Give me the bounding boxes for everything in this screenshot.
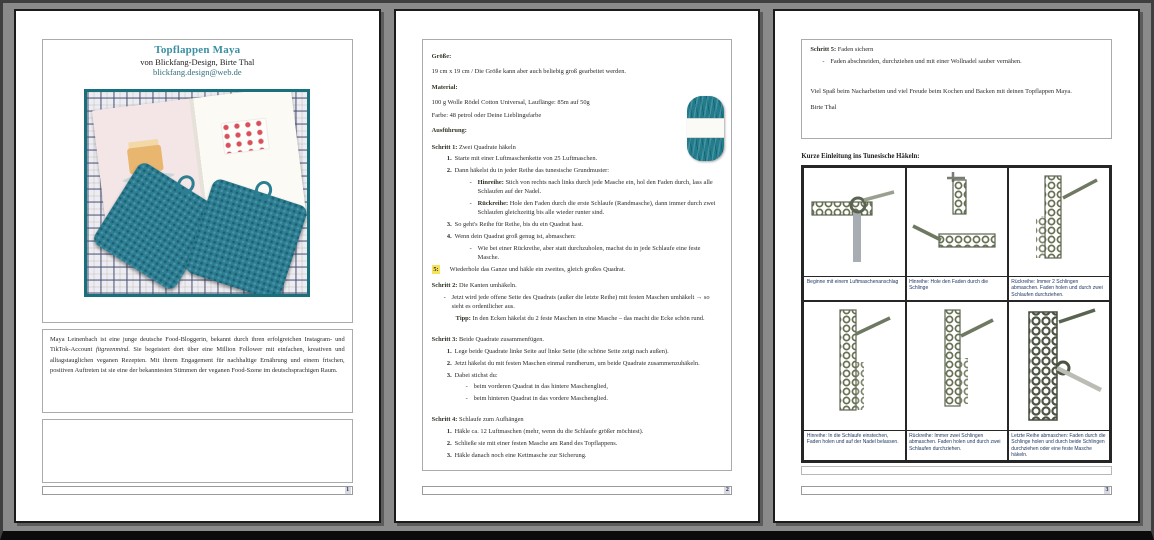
sub-text <box>478 199 723 218</box>
caption-6: Letzte Reihe abmaschen: Faden durch die Schlinge holen und durch beide Schlingen durchziehen oder eine feste Masche häkeln. <box>1009 430 1109 460</box>
step1-item-3 <box>444 220 723 229</box>
tip-text: In den Ecken häkelst du 2 feste Maschen in eine Masche – das macht die Ecke schön rund. <box>472 314 705 322</box>
step4-heading <box>432 415 723 424</box>
item-text: Starte mit einer Luftmaschenkette von 25 Luftmaschen. <box>454 155 598 163</box>
footer-bar-2 <box>422 486 733 495</box>
dash-marker: - <box>465 395 468 403</box>
step3-heading <box>432 335 723 344</box>
sub-body: beim hinteren Quadrat in das vordere Maschenglied. <box>473 395 609 403</box>
closing-text: Viel Spaß beim Nacharbeiten und viel Freude beim Kochen und Backen mit deinen Topflappen Maya. <box>810 88 1072 96</box>
page-number-3: 3 <box>1105 487 1109 493</box>
step3-title: Beide Quadrate zusammenfügen. <box>459 336 545 344</box>
strawberry-cake-image <box>221 117 271 154</box>
tutorial-cell-6 <box>1008 301 1110 461</box>
instructions-box <box>422 39 733 471</box>
sub-body: Wie bei einer Rückreihe, aber statt durchzuholen, machst du in jede Schlaufe eine feste Masche. <box>477 244 701 261</box>
step3-label: Schritt 3: <box>431 336 458 344</box>
step1-item-2 <box>444 166 723 175</box>
page-number-2: 2 <box>725 487 729 493</box>
sub-label: Hinreihe: <box>477 179 504 187</box>
step2-heading <box>432 281 723 290</box>
tutorial-grid <box>801 165 1112 463</box>
dash-marker: - <box>822 58 825 66</box>
step1-item-4 <box>444 232 723 241</box>
return-row-image <box>1011 172 1107 272</box>
page-3 <box>773 9 1140 523</box>
finishing-box <box>801 39 1112 139</box>
tutorial-cell-4 <box>803 301 905 461</box>
dash-marker: - <box>469 244 472 252</box>
step1-sub-1 <box>470 178 723 197</box>
title-block <box>42 39 353 323</box>
step4-item-1 <box>444 427 723 436</box>
step2-tip <box>456 314 723 323</box>
item-number: 3. <box>446 221 452 229</box>
item-text: Wiederhole das Ganze und häkle ein zweites, gleich großes Quadrat. <box>449 265 626 273</box>
step2-label: Schritt 2: <box>431 282 458 290</box>
item-text: Häkle danach noch eine Kettmasche zur Sicherung. <box>454 451 587 459</box>
signature: Birte Thal <box>810 103 837 111</box>
sub-body: Stich von rechts nach links durch jede Masche ein, hol den Faden durch, lass alle Schlaufen auf der Nadel. <box>477 179 713 196</box>
step3-item-1 <box>444 347 723 356</box>
item-text: Häkle ca. 12 Luftmaschen (mehr, wenn du die Schlaufe größer möchtest). <box>454 428 644 436</box>
item-text: Schließe sie mit einer festen Masche am Rand des Topflappens. <box>454 439 618 447</box>
step1-label: Schritt 1: <box>431 143 458 151</box>
crochet-photo-3 <box>1009 168 1109 276</box>
step4-item-3 <box>444 451 723 460</box>
step5-heading <box>810 45 1103 55</box>
step1-item-1 <box>444 154 723 163</box>
chain-cast-on-image <box>806 172 902 272</box>
page-number-1: 1 <box>346 487 350 493</box>
step4-title: Schlaufe zum Aufhängen <box>459 416 524 424</box>
item-text: Wenn dein Quadrat groß genug ist, abmaschen: <box>454 232 576 240</box>
step4-item-2 <box>444 439 723 448</box>
page-2 <box>394 9 761 523</box>
step3-sub-2 <box>466 394 723 403</box>
yarn-label <box>687 118 724 138</box>
yarn-ball-image <box>687 96 724 161</box>
item-number: 3. <box>446 451 452 459</box>
step1-sub-3 <box>470 244 723 263</box>
step5-label: Schritt 5: <box>810 46 837 53</box>
about-text: Maya Leinenbach ist eine junge deutsche Food-Bloggerin, bekannt durch ihren erfolgreichen Instagram- und TikTok-Account <box>50 336 345 354</box>
sub-label: Rückreihe: <box>477 200 509 208</box>
step1-sub-2 <box>470 199 723 218</box>
crochet-photo-6 <box>1009 302 1109 430</box>
dash-marker: - <box>469 200 472 208</box>
step5-title: Faden sichern <box>837 46 874 53</box>
step3-item-3 <box>444 371 723 380</box>
tutorial-cell-1 <box>803 167 905 301</box>
caption-3: Rückreihe: Immer 2 Schlingen abmaschen. Faden holen und durch zwei Schlaufen durchziehen. <box>1009 276 1109 300</box>
item-number: 2. <box>446 359 452 367</box>
forward-row-image <box>909 172 1005 272</box>
item-number: 4. <box>446 232 452 240</box>
empty-strip <box>801 466 1112 475</box>
tutorial-cell-2 <box>906 167 1008 301</box>
footer-bar-3 <box>801 486 1112 495</box>
size-heading: Größe: <box>431 53 452 60</box>
account-name: fitgreenmind <box>95 346 129 354</box>
step3-item-2 <box>444 359 723 368</box>
dash-marker: - <box>465 383 468 391</box>
step3-sub-1 <box>466 382 723 391</box>
document-title: Topflappen Maya <box>154 44 241 56</box>
sub-body: Hole den Faden durch die erste Schlaufe (Randmasche), dann immer durch zwei Schlaufen gleichzeitig bis alle wieder runter sind. <box>477 200 716 217</box>
step1-heading <box>432 143 723 152</box>
step4-label: Schritt 4: <box>431 416 458 424</box>
sub-body: Faden abschneiden, durchziehen und mit einer Wollnadel sauber vernähen. <box>830 58 1022 66</box>
sub-body: beim vorderen Quadrat in das hintere Maschenglied, <box>473 383 609 391</box>
size-text: 19 cm x 19 cm / Die Größe kann aber auch beliebig groß gearbeitet werden. <box>431 68 626 76</box>
footer-bar-1 <box>42 486 353 495</box>
sub-text <box>478 178 723 197</box>
dash-marker: - <box>443 293 446 301</box>
caption-4: Hinreihe: In die Schlaufe einstechen, Faden holen und auf der Nadel belassen. <box>804 430 904 454</box>
page-1 <box>14 9 381 523</box>
step2-sub-1 <box>444 293 723 312</box>
step2-title: Die Kanten umhäkeln. <box>459 282 517 290</box>
item-number: 3. <box>446 371 452 379</box>
highlighted-item-number: 5: <box>433 265 439 273</box>
email-address: blickfang.design@web.de <box>153 67 242 77</box>
step1-item-5 <box>432 265 723 274</box>
crochet-photo-4 <box>804 302 904 430</box>
spacer <box>810 69 1103 79</box>
about-author-box <box>42 329 353 413</box>
tutorial-cell-3 <box>1008 167 1110 301</box>
caption-1: Beginne mit einem Luftmaschenanschlag <box>804 276 904 300</box>
empty-text-box <box>42 419 353 483</box>
about-text-rest: . Sie begeistert dort über eine Million Follower mit einfachen, kreativen und alltagstauglichen veganen Rezepten. Mit ihrem Engagement für nachhaltige Ernährung und einem frischen, positiven Auftreten ist sie eine der bekanntesten Stimmen der veganen Food-Szene im deutschsprachigen Raum. <box>50 346 345 375</box>
bind-off-image <box>1011 306 1107 426</box>
item-text: So geht's Reihe für Reihe, bis du ein Quadrat hast. <box>454 221 584 229</box>
caption-2: Hinreihe: Hole den Faden durch die Schlinge <box>907 276 1007 300</box>
crochet-photo-5 <box>907 302 1007 430</box>
step5-sub-1 <box>822 57 1103 67</box>
item-text: Lege beide Quadrate linke Seite auf linke Seite (die schöne Seite zeigt nach außen). <box>454 347 669 355</box>
intro-heading: Kurze Einleitung ins Tunesische Häkeln: <box>801 153 920 160</box>
item-number: 1. <box>446 428 452 436</box>
byline: von Blickfang-Design, Birte Thal <box>140 57 255 67</box>
material-line-2: Farbe: 48 petrol oder Deine Lieblingsfarbe <box>431 112 542 120</box>
item-text: Jetzt häkelst du mit festen Maschen einmal rundherum, um beide Quadrate zusammenzuhäkeln. <box>454 359 700 367</box>
item-number: 2. <box>446 167 452 175</box>
forward-row-loops-image <box>806 306 902 426</box>
item-number: 2. <box>446 439 452 447</box>
crochet-photo-2 <box>907 168 1007 276</box>
execution-heading: Ausführung: <box>431 127 467 135</box>
cover-photo <box>84 89 310 297</box>
sub-body: Jetzt wird jede offene Seite des Quadrats (außer die letzte Reihe) mit festen Maschen umhäkelt → so sieht es ordentlicher aus. <box>451 293 710 311</box>
dash-marker: - <box>469 179 472 187</box>
crochet-photo-1 <box>804 168 904 276</box>
item-number: 1. <box>446 347 452 355</box>
step1-title: Zwei Quadrate häkeln <box>459 143 516 151</box>
return-row-loops-image <box>909 306 1005 426</box>
material-heading: Material: <box>431 83 458 91</box>
material-line-1: 100 g Wolle Rödel Cotton Universal, Lauflänge: 85m auf 50g <box>431 98 590 106</box>
item-text: Dabei stichst du: <box>454 371 498 379</box>
tip-label: Tipp: <box>455 314 471 322</box>
caption-5: Rückreihe: Immer zwei Schlingen abmaschen. Faden holen und durch zwei Schlaufen durchziehen. <box>907 430 1007 454</box>
item-text: Dann häkelst du in jeder Reihe das tunesische Grundmuster: <box>454 167 610 175</box>
tutorial-cell-5 <box>906 301 1008 461</box>
item-number: 1. <box>446 155 452 163</box>
